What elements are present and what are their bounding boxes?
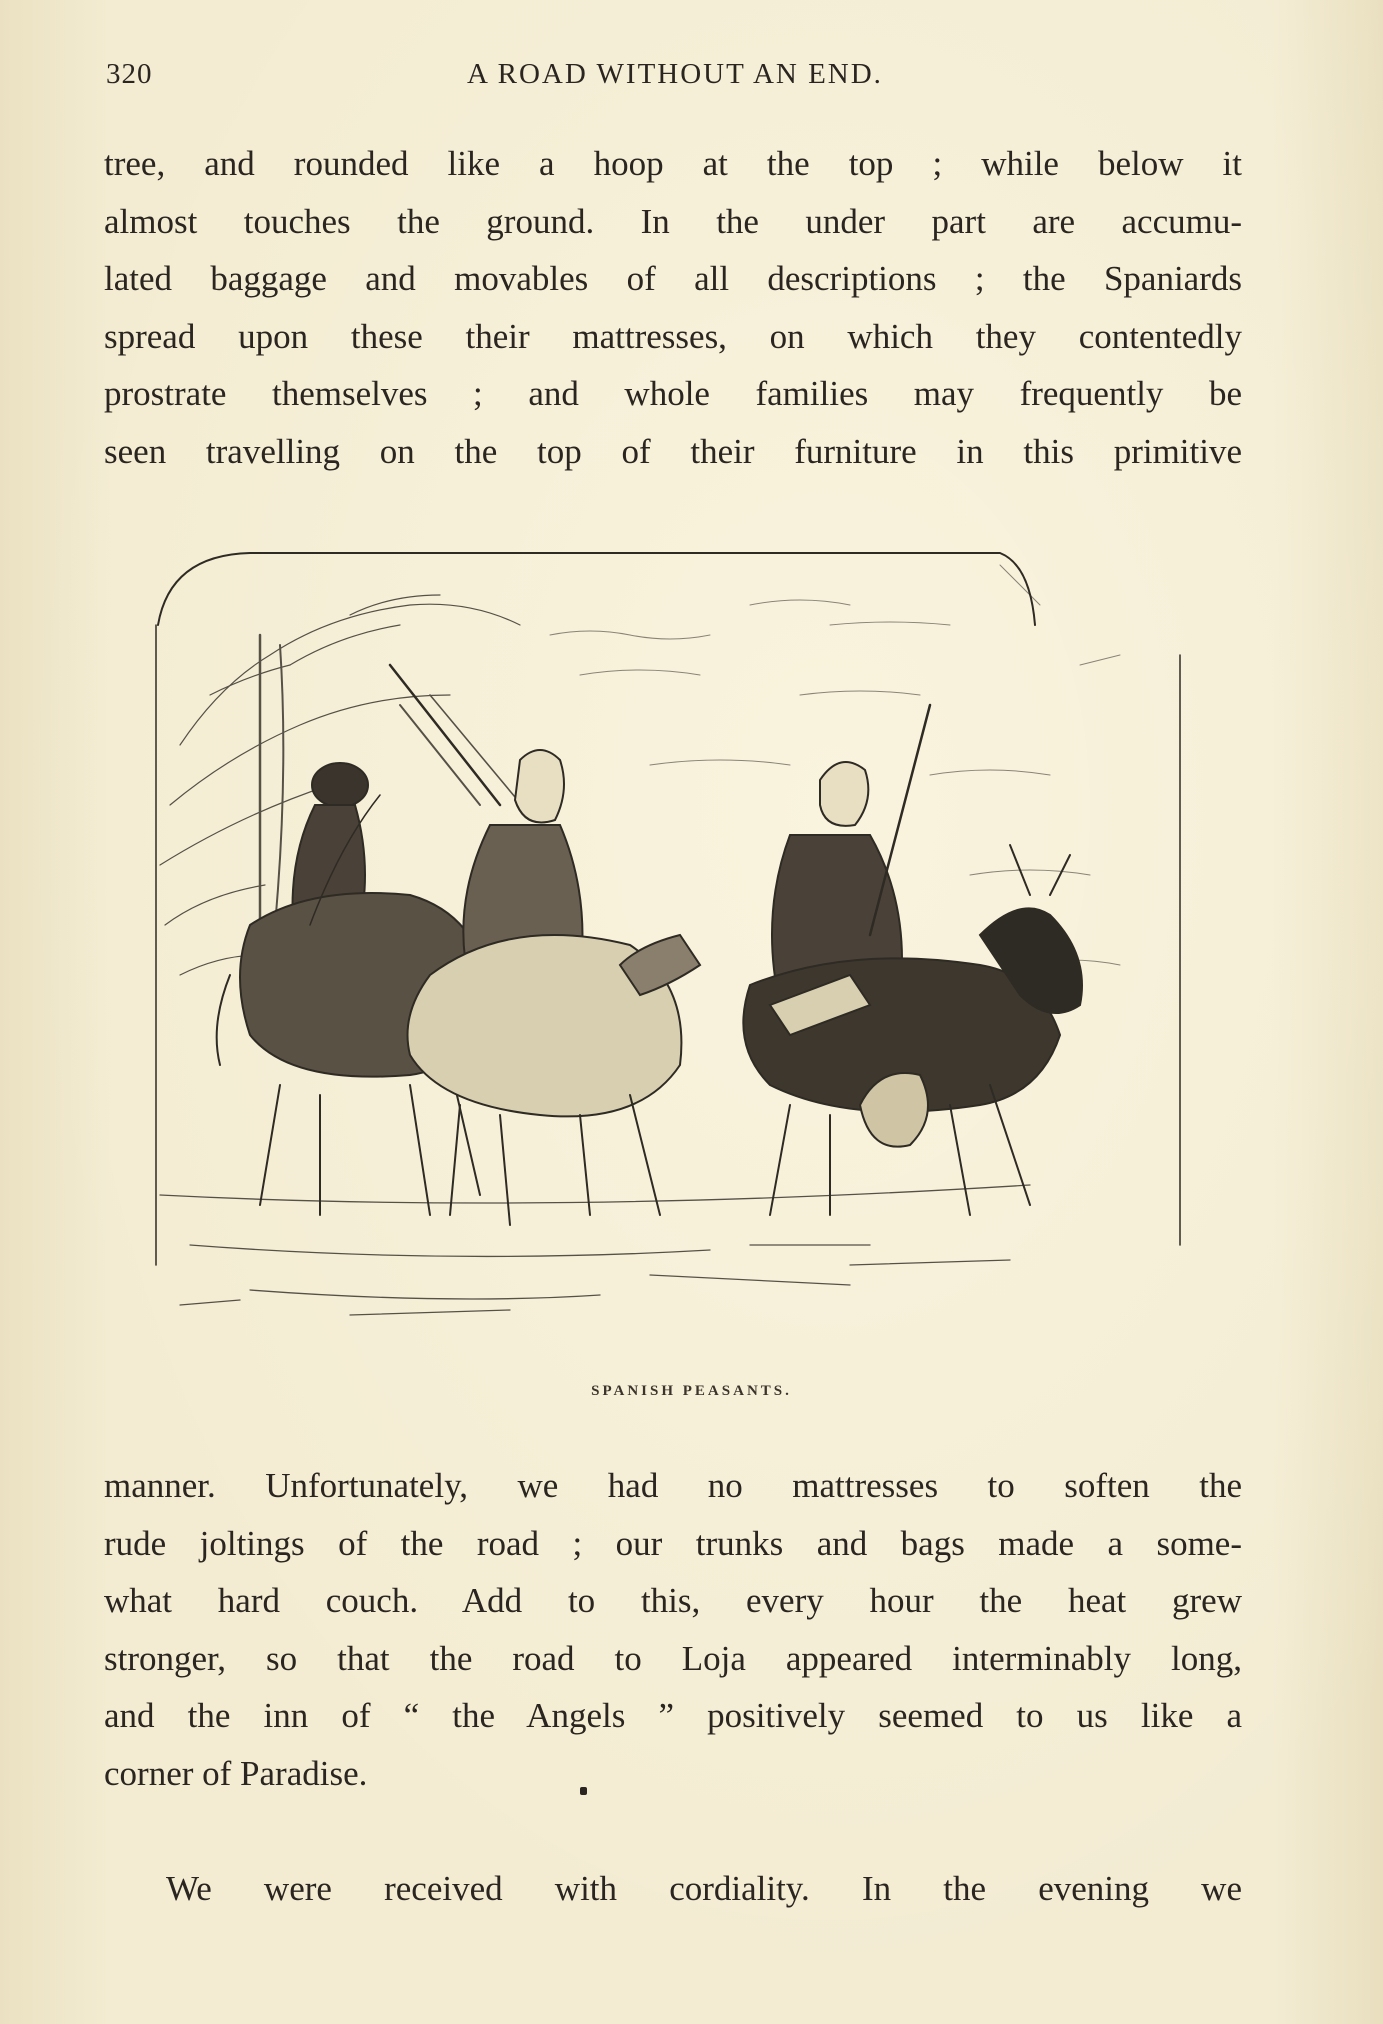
paragraph-top	[104, 135, 1242, 480]
text-line: tree, and rounded like a hoop at the top ; while below it	[104, 144, 1242, 183]
text-line: We were received with cordiality. In the evening we	[166, 1869, 1242, 1908]
text-line: and the inn of “ the Angels ” positively seemed to us like a	[104, 1696, 1242, 1735]
text-line: manner. Unfortunately, we had no mattresses to soften the	[104, 1466, 1242, 1505]
text-line: what hard couch. Add to this, every hour the heat grew	[104, 1581, 1242, 1620]
text-line: stronger, so that the road to Loja appeared interminably long,	[104, 1638, 1242, 1678]
text-line: almost touches the ground. In the under part are accumu-	[104, 201, 1242, 241]
text-line: corner of Paradise.	[104, 1753, 368, 1793]
text-line: prostrate themselves ; and whole families may frequently be	[104, 374, 1242, 413]
text-line: lated baggage and movables of all descriptions ; the Spaniards	[104, 259, 1242, 298]
paragraph-final	[104, 1860, 1242, 1918]
text-line: seen travelling on the top of their furniture in this primitive	[104, 431, 1242, 471]
running-head: A ROAD WITHOUT AN END.	[467, 58, 883, 90]
text-line: rude joltings of the road ; our trunks and bags made a some-	[104, 1523, 1242, 1563]
text-line: spread upon these their mattresses, on which they contentedly	[104, 316, 1242, 356]
page-number: 320	[106, 58, 153, 90]
ink-speck	[580, 1787, 587, 1795]
paragraph-bottom	[104, 1457, 1242, 1802]
engraving-illustration	[150, 545, 1190, 1360]
illustration-caption: SPANISH PEASANTS.	[591, 1383, 792, 1399]
page-header	[106, 58, 1244, 98]
